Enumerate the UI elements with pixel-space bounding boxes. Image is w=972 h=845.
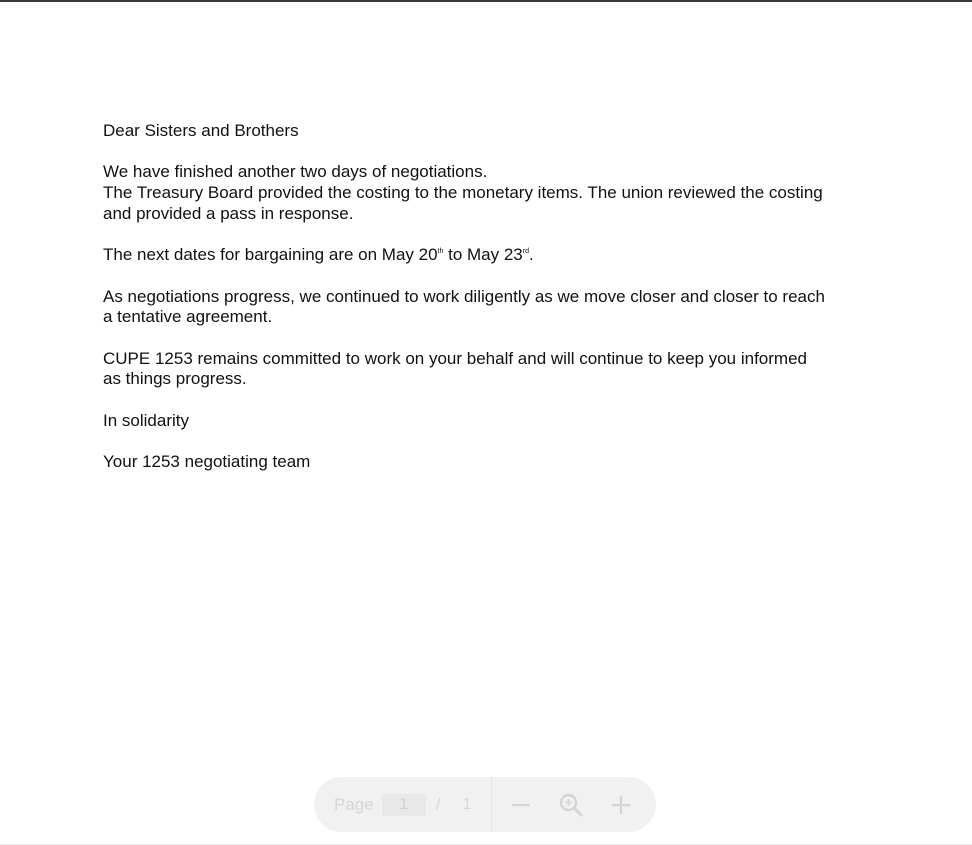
- signature-paragraph: [103, 452, 883, 473]
- page-navigation: [314, 777, 492, 832]
- commitment-line-2: as things progress.: [103, 369, 247, 389]
- progress-line-2: a tentative agreement.: [103, 307, 273, 327]
- negotiations-line-1: We have finished another two days of negotiations.: [103, 162, 488, 182]
- dates-sup-rd: rd: [522, 248, 529, 256]
- viewer-toolbar: [314, 777, 656, 832]
- zoom-reset-button[interactable]: [556, 790, 586, 820]
- dates-sup-th: th: [437, 248, 444, 256]
- negotiations-line-3: and provided a pass in response.: [103, 203, 354, 223]
- dates-text-middle: to May 23: [443, 245, 523, 265]
- page-number-input[interactable]: [382, 794, 426, 816]
- zoom-controls: [492, 777, 656, 832]
- signature-line: Your 1253 negotiating team: [103, 452, 311, 472]
- plus-icon: [611, 795, 631, 815]
- negotiations-paragraph: [103, 162, 883, 224]
- closing-line: In solidarity: [103, 410, 189, 430]
- greeting-line: Dear Sisters and Brothers: [103, 121, 299, 140]
- total-pages: 1: [462, 795, 472, 813]
- progress-paragraph: [103, 287, 883, 328]
- document-page: [103, 121, 883, 494]
- minus-icon: [511, 795, 531, 815]
- page-label: Page: [334, 794, 374, 814]
- greeting-paragraph: [103, 121, 883, 142]
- page-separator: /: [435, 794, 441, 814]
- dates-paragraph: [103, 245, 883, 266]
- progress-line-1: As negotiations progress, we continued to work diligently as we move closer and closer to reach: [103, 286, 825, 306]
- magnifier-icon: [558, 792, 584, 818]
- zoom-out-button[interactable]: [506, 790, 536, 820]
- dates-line: [103, 245, 883, 266]
- commitment-paragraph: [103, 349, 883, 390]
- zoom-in-button[interactable]: [606, 790, 636, 820]
- dates-text-before: The next dates for bargaining are on May 20: [103, 245, 438, 265]
- dates-text-after: .: [529, 245, 534, 265]
- negotiations-line-2: The Treasury Board provided the costing to the monetary items. The union reviewed the costing: [103, 183, 823, 203]
- commitment-line-1: CUPE 1253 remains committed to work on your behalf and will continue to keep you informed: [103, 348, 807, 368]
- closing-paragraph: [103, 411, 883, 432]
